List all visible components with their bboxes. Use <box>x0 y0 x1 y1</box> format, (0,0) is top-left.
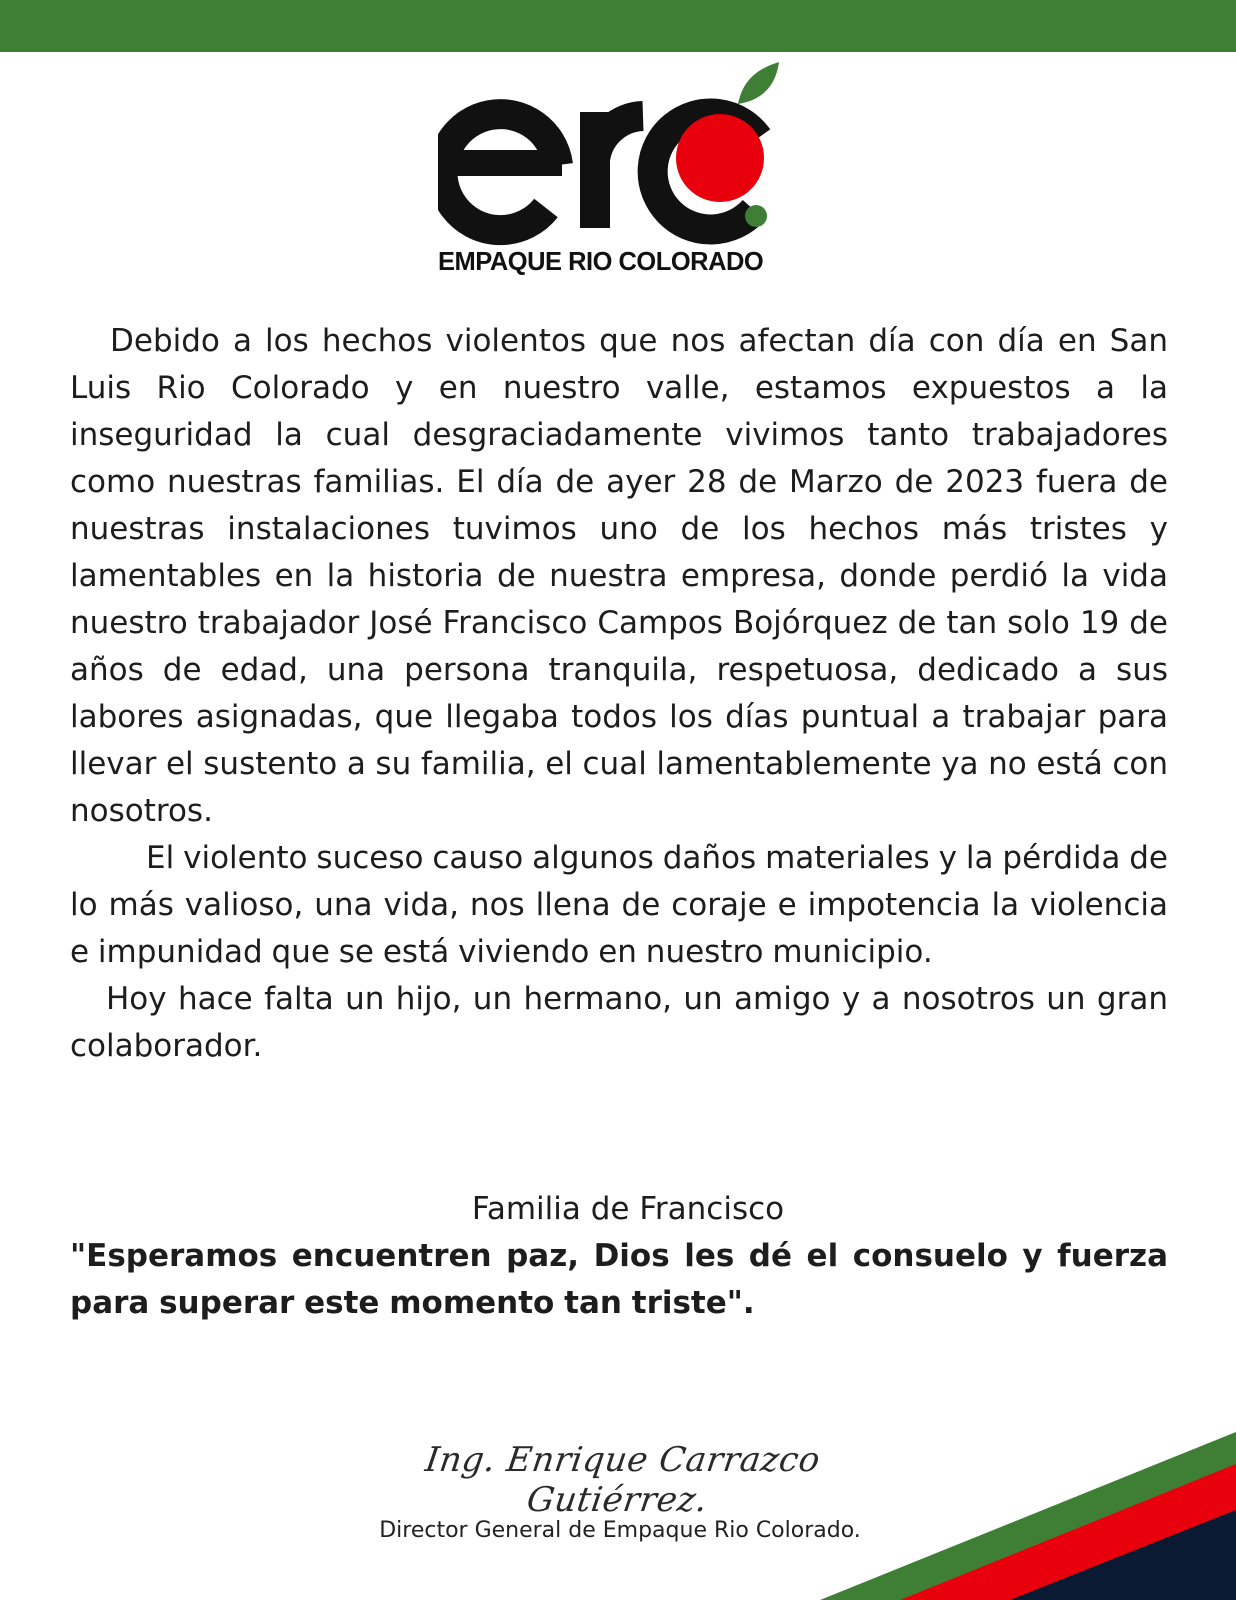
signer-title: Director General de Empaque Rio Colorado. <box>379 1518 861 1543</box>
paragraph-2: El violento suceso causo algunos daños materiales y la pérdida de lo más valioso, una vida, nos llena de coraje e impotencia la violencia e impunidad que se está viviendo en nuestro municipio. <box>70 840 1168 970</box>
company-name: EMPAQUE RIO COLORADO <box>438 246 764 276</box>
handwritten-signature: Ing. Enrique Carrazco Gutiérrez. <box>422 1440 823 1520</box>
paragraph-3: Hoy hace falta un hijo, un hermano, un amigo y a nosotros un gran colaborador. <box>70 981 1168 1064</box>
paragraph-1: Debido a los hechos violentos que nos afectan día con día en San Luis Rio Colorado y en nuestro valle, estamos expuestos a la inseguridad la cual desgraciadamente vivimos tanto trabajadores como nuestras familias. El día de ayer 28 de Marzo de 2023 fuera de nuestras instalaciones tuvimos uno de los hechos más tristes y lamentables en la historia de nuestra empresa, donde perdió la vida nuestro trabajador José Francisco Campos Bojórquez de tan solo 19 de años de edad, una persona tranquila, respetuosa, dedicado a sus labores asignadas, que llegaba todos los días puntual a trabajar para llevar el sustento a su familia, el cual lamentablemente ya no está con nosotros. <box>70 323 1168 829</box>
family-heading: Familia de Francisco <box>471 1191 785 1227</box>
condolence-quote: "Esperamos encuentren paz, Dios les dé el consuelo y fuerza para superar este momento tan triste". <box>70 1238 1168 1321</box>
